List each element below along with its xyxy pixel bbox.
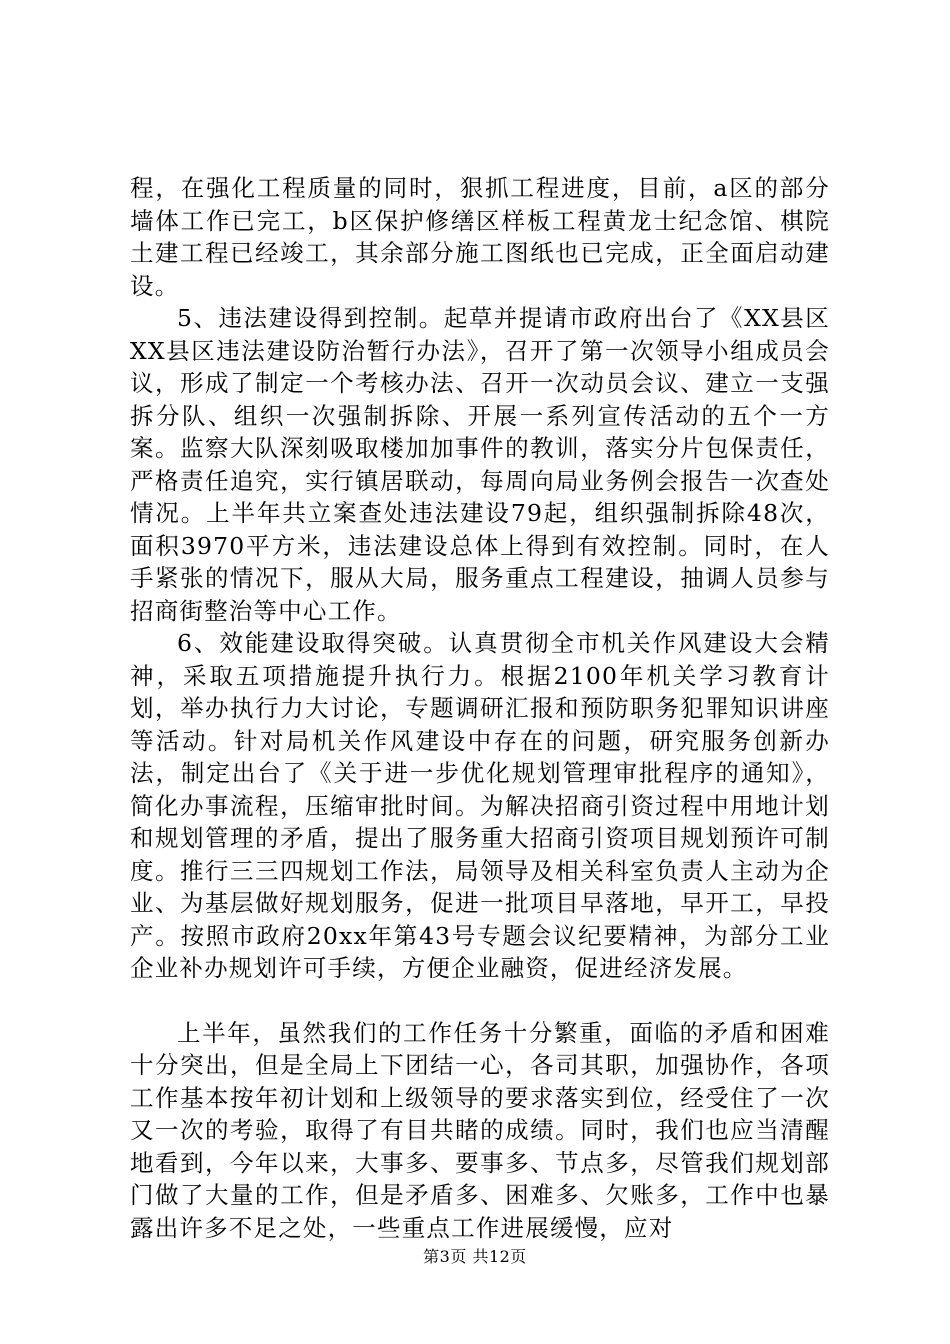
paragraph-item-5: 5、违法建设得到控制。起草并提请市政府出台了《XX县区XX县区违法建设防治暂行办法》，召开了第一次领导小组成员会议，形成了制定一个考核办法、召开一次动员会议、建立一支强拆分队、组织一次强制拆除、开展一系列宣传活动的五个一方案。监察大队深刻吸取楼加加事件的教训，落实分片包保责任，严格责任追究，实行镇居联动，每周向局业务例会报告一次查处情况。上半年共立案查处违法建设79起，组织强制拆除48次，面积3970平方米，违法建设总体上得到有效控制。同时，在人手紧张的情况下，服从大局，服务重点工程建设，抽调人员参与招商街整治等中心工作。 — [130, 304, 830, 625]
paragraph-item-6: 6、效能建设取得突破。认真贯彻全市机关作风建设大会精神，采取五项措施提升执行力。根据2100年机关学习教育计划，举办执行力大讨论，专题调研汇报和预防职务犯罪知识讲座等活动。针对局机关作风建设中存在的问题，研究服务创新办法，制定出台了《关于进一步优化规划管理审批程序的通知》，简化办事流程，压缩审批时间。为解决招商引资过程中用地计划和规划管理的矛盾，提出了服务重大招商引资项目规划预许可制度。推行三三四规划工作法，局领导及相关科室负责人主动为企业、为基层做好规划服务，促进一批项目早落地，早开工，早投产。按照市政府20xx年第43号专题会议纪要精神，为部分工业企业补办规划许可手续，方便企业融资，促进经济发展。 — [130, 629, 830, 982]
page-footer — [0, 1244, 950, 1267]
paragraph-continued: 程，在强化工程质量的同时，狠抓工程进度，目前，a区的部分墙体工作已完工，b区保护修缮区样板工程黄龙士纪念馆、棋院土建工程已经竣工，其余部分施工图纸也已完成，正全面启动建设。 — [130, 174, 830, 300]
paragraph-summary: 上半年，虽然我们的工作任务十分繁重，面临的矛盾和困难十分突出，但是全局上下团结一心，各司其职，加强协作，各项工作基本按年初计划和上级领导的要求落实到位，经受住了一次又一次的考验，取得了有目共睹的成绩。同时，我们也应当清醒地看到，今年以来，大事多、要事多、节点多，尽管我们规划部门做了大量的工作，但是矛盾多、困难多、欠账多，工作中也暴露出许多不足之处，一些重点工作进展缓慢，应对 — [130, 1018, 830, 1242]
document-body — [130, 172, 830, 1244]
paragraph-spacer — [130, 985, 830, 1017]
page-number-label: 第3页 共12页 — [423, 1247, 527, 1266]
